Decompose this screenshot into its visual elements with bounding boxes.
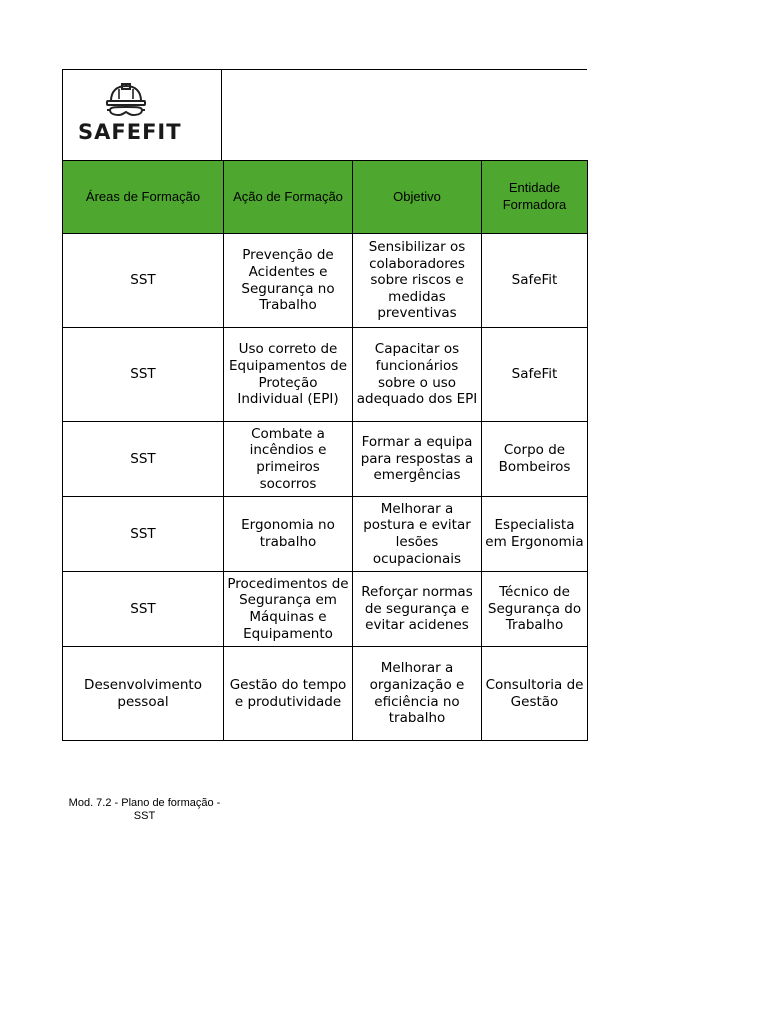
sheet-header: [62, 69, 587, 160]
table-row: [63, 572, 588, 647]
cell-acao: Prevenção de Acidentes e Segurança no Trabalho: [224, 234, 353, 328]
training-plan-sheet: [62, 69, 587, 741]
cell-objetivo: Melhorar a postura e evitar lesões ocupacionais: [353, 497, 482, 572]
cell-entidade: Especialista em Ergonomia: [482, 497, 588, 572]
cell-objetivo: Melhorar a organização e eficiência no trabalho: [353, 647, 482, 741]
col-header-objetivo: Objetivo: [353, 161, 482, 234]
cell-entidade: Corpo de Bombeiros: [482, 422, 588, 497]
cell-entidade: SafeFit: [482, 328, 588, 422]
cell-objetivo: Capacitar os funcionários sobre o uso adequado dos EPI: [353, 328, 482, 422]
header-blank-cell: [222, 70, 587, 160]
table-row: [63, 234, 588, 328]
table-row: [63, 328, 588, 422]
cell-acao: Combate a incêndios e primeiros socorros: [224, 422, 353, 497]
training-plan-table: [62, 160, 588, 741]
cell-acao: Uso correto de Equipamentos de Proteção Individual (EPI): [224, 328, 353, 422]
table-header-row: [63, 161, 588, 234]
cell-area: SST: [63, 234, 224, 328]
cell-area: SST: [63, 497, 224, 572]
table-row: [63, 422, 588, 497]
cell-acao: Procedimentos de Segurança em Máquinas e Equipamento: [224, 572, 353, 647]
logo-text: SAFEFIT: [78, 120, 182, 144]
cell-objetivo: Reforçar normas de segurança e evitar acidenes: [353, 572, 482, 647]
cell-objetivo: Formar a equipa para respostas a emergências: [353, 422, 482, 497]
col-header-areas: Áreas de Formação: [63, 161, 224, 234]
logo-cell: [62, 70, 222, 160]
table-row: [63, 647, 588, 741]
cell-area: Desenvolvimento pessoal: [63, 647, 224, 741]
cell-acao: Gestão do tempo e produtividade: [224, 647, 353, 741]
footer-note: Mod. 7.2 - Plano de formação - SST: [68, 797, 221, 822]
cell-entidade: SafeFit: [482, 234, 588, 328]
table-row: [63, 497, 588, 572]
cell-entidade: Consultoria de Gestão: [482, 647, 588, 741]
helmet-goggles-icon: [103, 82, 149, 120]
cell-area: SST: [63, 572, 224, 647]
cell-entidade: Técnico de Segurança do Trabalho: [482, 572, 588, 647]
cell-area: SST: [63, 328, 224, 422]
cell-area: SST: [63, 422, 224, 497]
cell-acao: Ergonomia no trabalho: [224, 497, 353, 572]
cell-objetivo: Sensibilizar os colaboradores sobre riscos e medidas preventivas: [353, 234, 482, 328]
col-header-entidade: Entidade Formadora: [482, 161, 588, 234]
col-header-acao: Ação de Formação: [224, 161, 353, 234]
